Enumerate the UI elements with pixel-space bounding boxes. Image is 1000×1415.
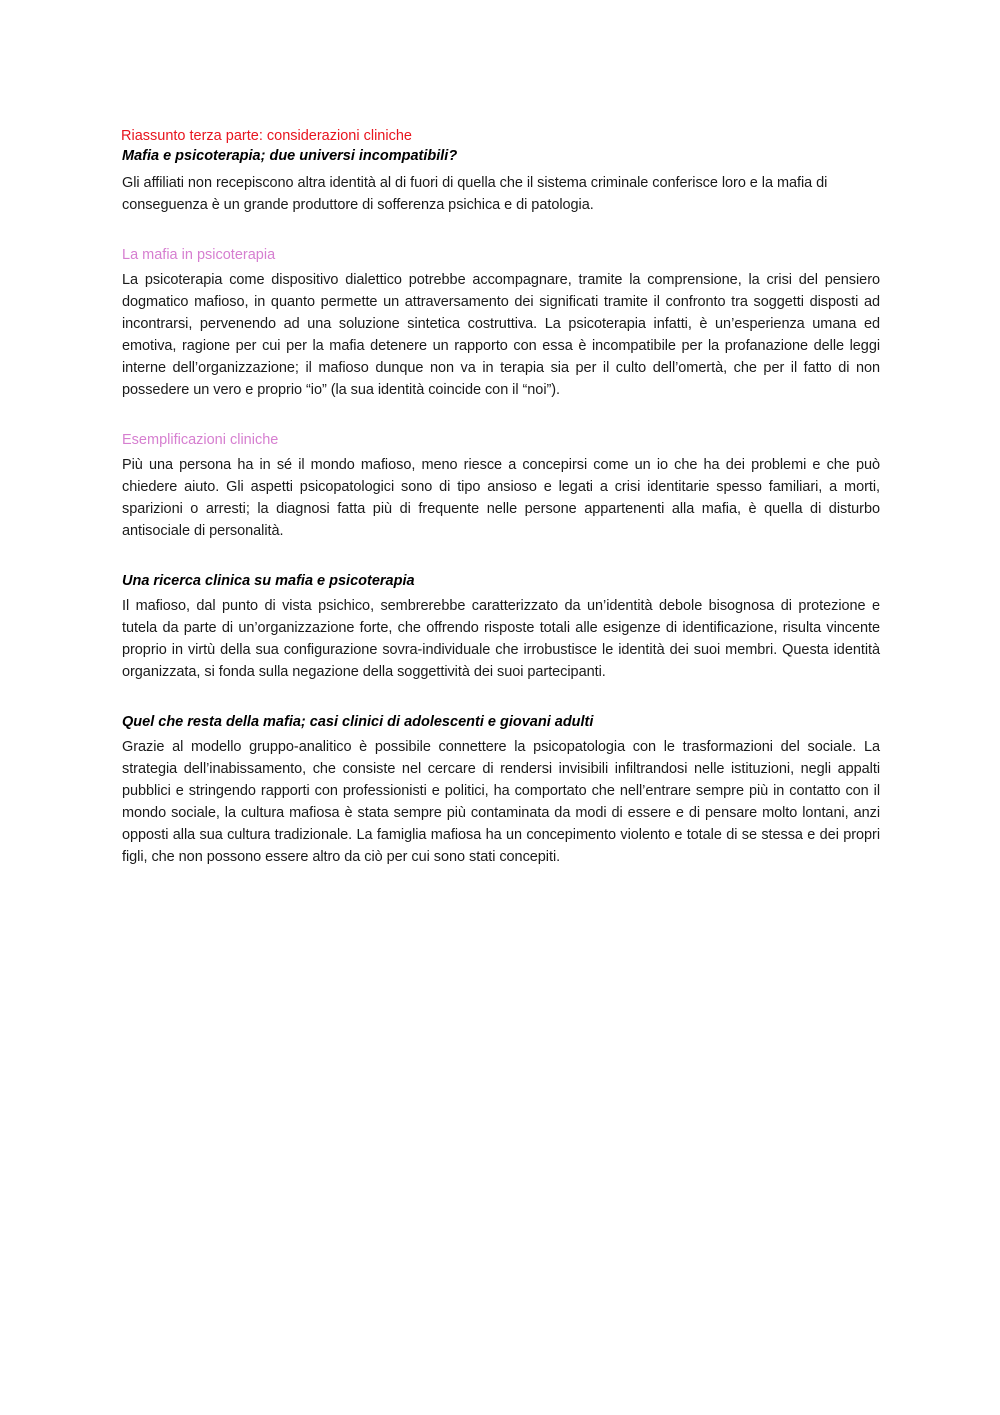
section-ricerca-clinica bbox=[122, 571, 880, 683]
section-mafia-in-psicoterapia bbox=[122, 245, 880, 401]
section-paragraph: Il mafioso, dal punto di vista psichico, sembrerebbe caratterizzato da un’identità debole bisognosa di protezione e tutela da parte di un’organizzazione forte, che offrendo risposte totali alle esigenze di identificazione, risulta vincente proprio in virtù della sua configurazione sovra-individuale che irrobustisce le identità dei suoi membri. Questa identità organizzata, si fonda sulla negazione della soggettività dei suoi partecipanti. bbox=[122, 598, 880, 680]
section-paragraph: Grazie al modello gruppo-analitico è possibile connettere la psicopatologia con le trasformazioni del sociale. La strategia dell’inabissamento, che consiste nel cercare di rendersi invisibili infiltrandosi nelle istituzioni, negli appalti pubblici e stringendo rapporti con professionisti e politici, ha comportato che nell’entrare sempre più in contatto con il mondo sociale, la cultura mafiosa è stata sempre più contaminata da modi di essere e di pensare molto lontani, anzi opposti alla sua cultura tradizionale. La famiglia mafiosa ha un concepimento violento e totale di se stessa e dei propri figli, che non possono essere altro da ciò per cui sono stati concepiti. bbox=[122, 739, 880, 865]
section-heading: Una ricerca clinica su mafia e psicoterapia bbox=[122, 573, 415, 589]
section-heading: La mafia in psicoterapia bbox=[122, 247, 276, 263]
section-quel-che-resta bbox=[122, 712, 880, 868]
document-subtitle: Mafia e psicoterapia; due universi incompatibili? bbox=[122, 148, 458, 164]
section-paragraph: Più una persona ha in sé il mondo mafioso, meno riesce a concepirsi come un io che ha dei problemi e che può chiedere aiuto. Gli aspetti psicopatologici sono di tipo ansioso e legati a crisi identitarie spesso familiari, a morti, sparizioni o arresti; la diagnosi fatta più di frequente nelle persone appartenenti alla mafia, è quella di disturbo antisociale di personalità. bbox=[122, 457, 880, 539]
section-paragraph: La psicoterapia come dispositivo dialettico potrebbe accompagnare, tramite la comprensione, la crisi del pensiero dogmatico mafioso, in quanto permette un attraversamento dei significati tramite il confronto tra soggetti disposti ad incontrarsi, pervenendo ad una soluzione sintetica costruttiva. La psicoterapia infatti, è un’esperienza umana ed emotiva, ragione per cui per la mafia detenere un rapporto con essa è incompatibile per la profanazione delle leggi interne dell’organizzazione; il mafioso dunque non va in terapia sia per il culto dell’omertà, che per il fatto di non possedere un vero e proprio “io” (la sua identità coincide con il “noi”). bbox=[122, 272, 880, 398]
document-page bbox=[122, 126, 880, 868]
section-heading: Esemplificazioni cliniche bbox=[122, 432, 279, 448]
section-heading: Quel che resta della mafia; casi clinici di adolescenti e giovani adulti bbox=[122, 714, 594, 730]
intro-paragraph: Gli affiliati non recepiscono altra identità al di fuori di quella che il sistema criminale conferisce loro e la mafia di conseguenza è un grande produttore di sofferenza psichica e di patologia. bbox=[122, 175, 828, 213]
section-esemplificazioni-cliniche bbox=[122, 430, 880, 542]
document-title: Riassunto terza parte: considerazioni cliniche bbox=[121, 128, 412, 144]
